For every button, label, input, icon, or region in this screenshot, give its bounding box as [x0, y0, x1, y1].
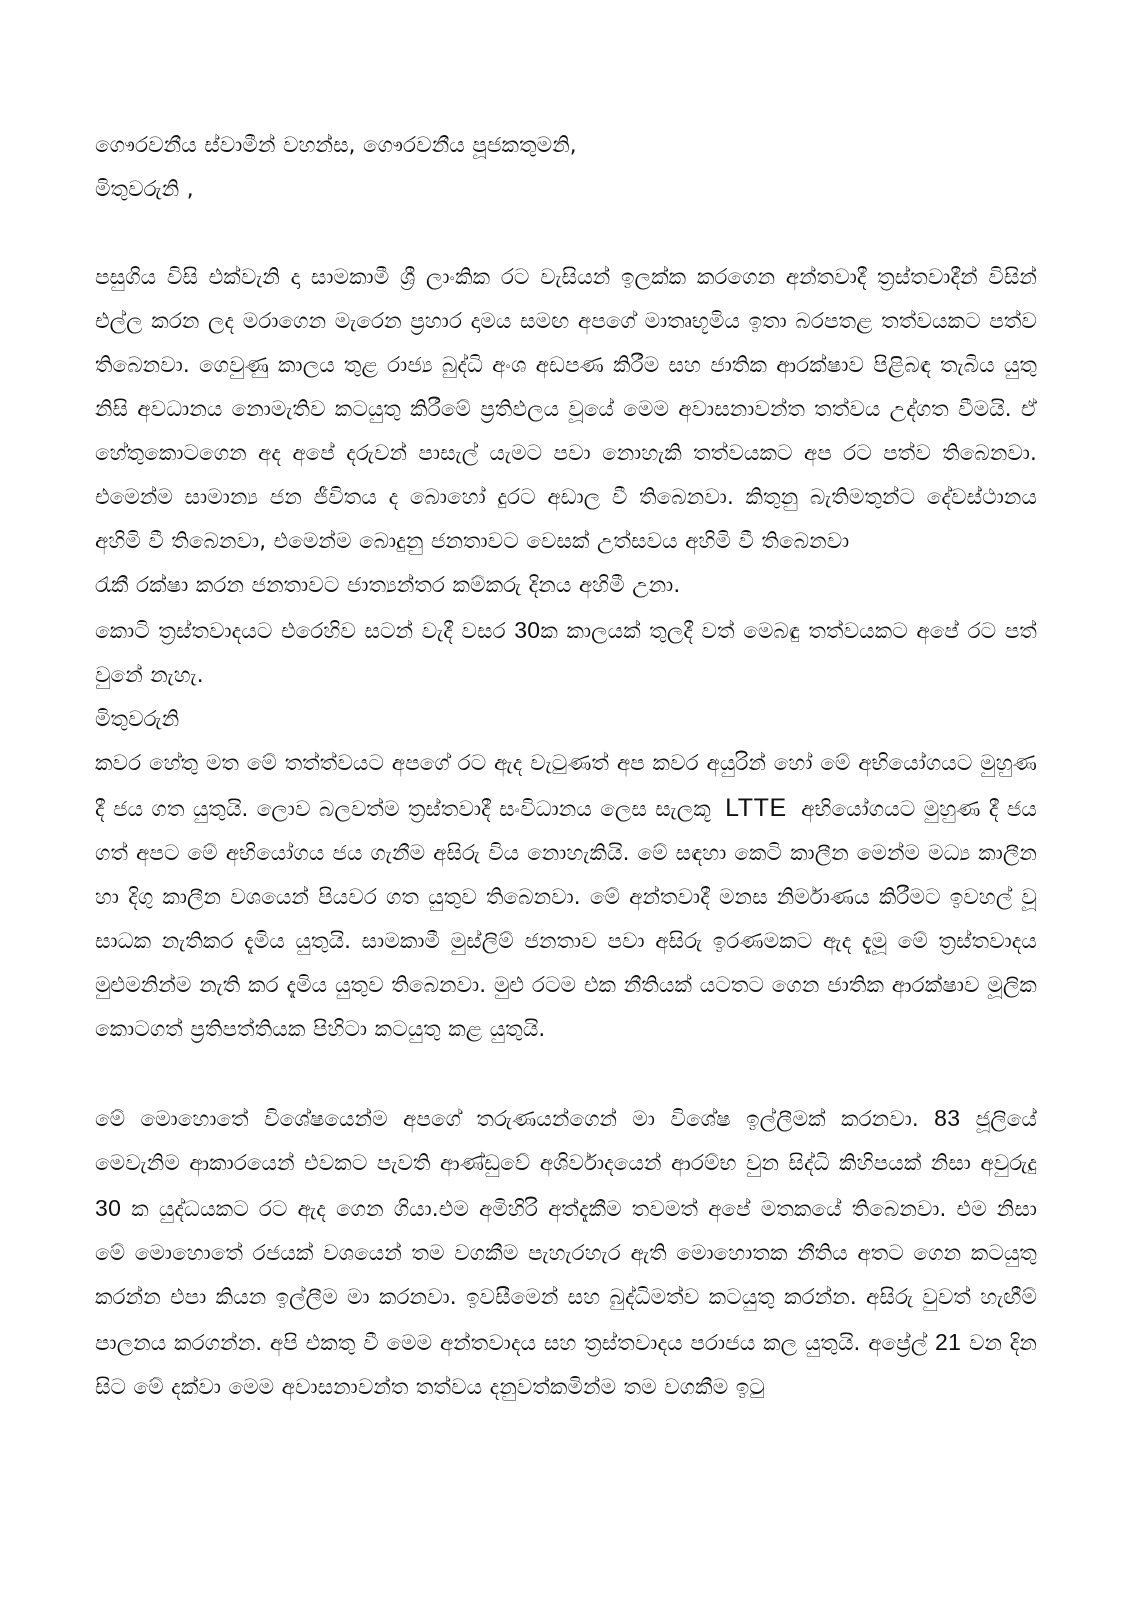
- paragraph-3-number-30: 30: [514, 617, 541, 643]
- paragraph-3: [95, 608, 1037, 698]
- paragraph-6-day-21: 21: [935, 1329, 962, 1355]
- document-body: [95, 124, 1037, 1410]
- paragraph-6-text-d: වන දින සිට මේ දක්වා මෙම අවාසනාවන්ත තත්වය දනුවත්කමින්ම තම වගකීම ඉටු: [95, 1331, 1037, 1400]
- paragraph-5-text-before: කවර හේතු මත මේ තත්ත්වයට අපගේ රට ඇද වැටුණත් අප කවර අයුරින් හෝ මේ අභියෝගයට මුහුණ දී ජය ගත යුතුයි. ලොව බලවත්ම ත්‍රස්තවාදී සංවිධානය ලෙස සැලකූ: [95, 751, 1037, 822]
- paragraph-5-text-after: අභියෝගයට මුහුණ දී ජය ගත් අපට මේ අභියෝගය ජය ගැනීම අසිරු විය නොහැකියි. මේ සඳහා කෙටි කාලීන මෙන්ම මධ්‍ය කාලීන හා දිගු කාලීන වශයෙන් පියවර ගත යුතුව තිබෙනවා. මේ අන්තවාදී මනස නිර්මාණය කිරීමට ඉවහල් වූ සාධක නැතිකර දැමිය යුතුයි. සාමකාමී මුස්ලිම් ජනතාව පවා අසිරු ඉරණමකට ඇද දැමූ මේ ත්‍රස්තවාදය මුළුමනින්ම නැති කර දැමිය යුතුව තිබෙනවා. මුළු රටම එක නීතියක් යටතට ගෙන ජාතික ආරක්ෂාව මූලික කොටගත් ප්‍රතිපත්තියක පිහිටා කටයුතු කළ යුතුයි.: [95, 797, 1037, 1042]
- paragraph-3-text-after: ක කාලයක් තුලදී වත් මෙබඳු තත්වයකට අපේ රට පත් වුනේ නැහැ.: [95, 619, 1037, 688]
- paragraph-4-salutation: මිතුවරුනි: [95, 707, 180, 732]
- paragraph-5: [95, 742, 1037, 1052]
- paragraph-1: පසුගිය විසි එක්වැනි දා සාමකාමී ශ්‍රී ලාංකික රට වැසියන් ඉලක්ක කරගෙන අන්තවාදී ත්‍රස්තවාදීන් විසින් එල්ල කරන ලද මරාගෙන මැරෙන ප්‍රහාර දාමය සමඟ අපගේ මාතෘභූමිය ඉතා බරපතළ තත්වයකට පත්ව තිබෙනවා. ගෙවුණු කාලය තුළ රාජ්‍ය බුද්ධි අංශ අඩපණ කිරීම සහ ජාතික ආරක්ෂාව පිළිබඳ තැබිය යුතු නිසි අවධානය නොමැතිව කටයුතු කිරීමේ ප්‍රතිඵලය වූයේ මෙම අවාසනාවන්ත තත්වය උද්ගත වීමයි. ඒ හේතුකොටගෙන අද අපේ දරුවන් පාසැල් යැමට පවා නොහැකි තත්වයකට අප රට පත්ව තිබෙනවා. එමෙන්ම සාමාන්‍ය ජන ජීවිතය ද බොහෝ දුරට අඩාල වී තිබෙනවා. කිතුනු බැතිමතුන්ට දේවස්ථානය අහිමි වී තිබෙනවා, එමෙන්ම බොදුනු ජනතාවට වෙසක් උත්සවය අහිමි වී තිබෙනවා: [95, 265, 1037, 554]
- paragraph-6: [95, 1096, 1037, 1410]
- paragraph-2: රැකී රක්ෂා කරන ජනතාවට ජාත්‍යන්තර කම්කරු දිනය අහිමී උනා.: [95, 573, 681, 598]
- paragraph-5-acronym-ltte: LTTE: [725, 794, 787, 822]
- salutation-line-2: මිතුවරුනි ,: [95, 177, 194, 202]
- paragraph-6-text-a: මේ මොහොතේ විශේෂයෙන්ම අපගේ තරුණයන්ගෙන් මා විශේෂ ඉල්ලීමක් කරනවා.: [95, 1107, 935, 1132]
- paragraph-3-text-before: කොටි ත්‍රස්තවාදයට එරෙහිව සටන් වැදී වසර: [95, 619, 515, 644]
- paragraph-6-text-c: ක යුද්ධයකට රට ඇද ගෙන ගියා.එම අමිහිරි අත්දැකීම තවමත් අපේ මතකයේ තිබෙනවා. එම නිසා මේ මොහොතේ රජයක් වශයෙන් තම වගකීම පැහැරහැර ඇති මොහොතක නීතිය අතට ගෙන කටයුතු කරන්න එපා කියන ඉල්ලීම මා කරනවා. ඉවසීමෙන් සහ බුද්ධිමත්ව කටයුතු කරන්න. අසිරු වුවත් හැඟීම් පාලනය කරගන්න. අපි එකතු වී මෙම අන්තවාදය සහ ත්‍රස්තවාදය පරාජය කල යුතුයි. අප්‍රේල්: [95, 1197, 1037, 1356]
- paragraph-6-number-30: 30: [95, 1195, 122, 1221]
- spacer-before-final-paragraph: [95, 1052, 1037, 1096]
- salutation-line-1: ගෞරවනීය ස්වාමීන් වහන්ස, ගෞරවනීය පූජකතුමනි,: [95, 133, 577, 158]
- spacer-after-salutation: [95, 212, 1037, 256]
- paragraph-6-text-b: ජූලියේ මෙවැනිම ආකාරයෙන් එවකට පැවති ආණ්ඩුවේ අශිර්වාදයෙන් ආරම්භ වුන සිද්ධි කිහිපයක් නිසා අවුරුදු: [95, 1107, 1038, 1176]
- paragraph-6-year-83: 83: [934, 1105, 961, 1131]
